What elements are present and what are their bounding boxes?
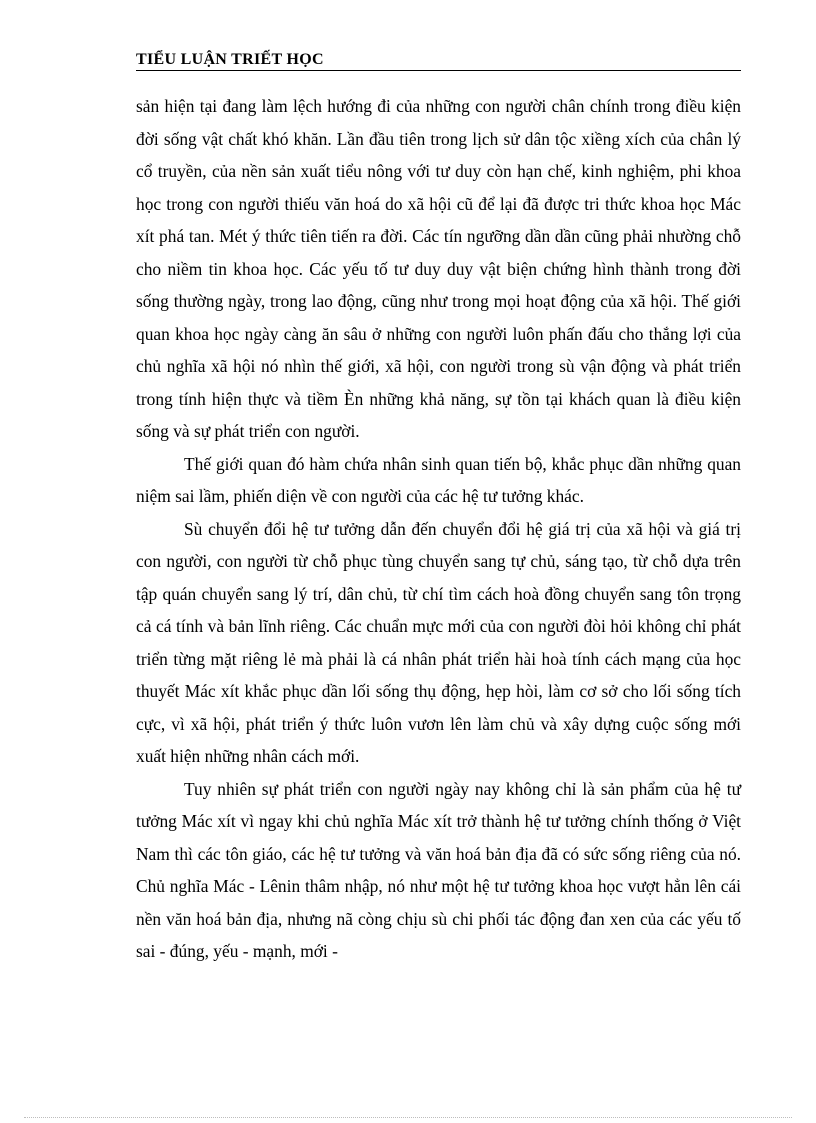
paragraph: Tuy nhiên sự phát triển con người ngày nay không chỉ là sản phẩm của hệ tư tưởng Mác xít vì ngay khi chủ nghĩa Mác xít trở thành hệ tư tưởng chính thống ở Việt Nam thì các tôn giáo, các hệ tư tưởng và văn hoá bản địa đã có sức sống riêng của nó. Chủ nghĩa Mác - Lênin thâm nhập, nó như một hệ tư tưởng khoa học vượt hẳn lên cái nền văn hoá bản địa, nhưng nã còng chịu sù chi phối tác động đan xen của các yếu tố sai - đúng, yếu - mạnh, mới - xyxy=(136,778,741,961)
header-divider xyxy=(136,70,741,71)
paragraph: Sù chuyển đổi hệ tư tưởng dẫn đến chuyển đổi hệ giá trị của xã hội và giá trị con người, con người từ chỗ phục tùng chuyển sang tự chủ, sáng tạo, từ chỗ dựa trên tập quán chuyển sang lý trí, dân chủ, từ chí tìm cách hoà đồng chuyển sang tôn trọng cả cá tính và bản lĩnh riêng. Các chuẩn mực mới của con người đòi hỏi không chỉ phát triển từng mặt riêng lẻ mà phải là cá nhân phát triển hài hoà tính cách mạng của học thuyết Mác xít khắc phục dần lối sống thụ động, hẹp hòi, làm cơ sở cho lối sống tích cực, vì xã hội, phát triển ý thức luôn vươn lên làm chủ và xây dựng cuộc sống mới xuất hiện những nhân cách mới. xyxy=(136,518,741,766)
document-body xyxy=(136,90,741,968)
page-header-title: TIỂU LUẬN TRIẾT HỌC xyxy=(136,51,324,68)
paragraph: sản hiện tại đang làm lệch hướng đi của những con người chân chính trong điều kiện đời sống vật chất khó khăn. Lần đầu tiên trong lịch sử dân tộc xiềng xích của chân lý cổ truyền, của nền sản xuất tiểu nông với tư duy còn hạn chế, kinh nghiệm, phi khoa học trong con người thiếu văn hoá do xã hội cũ để lại đã được tri thức khoa học Mác xít phá tan. Mét ý thức tiên tiến ra đời. Các tín ngưỡng dần dần cũng phải nhường chỗ cho niềm tin khoa học. Các yếu tố tư duy duy vật biện chứng hình thành trong đời sống thường ngày, trong lao động, cũng như trong mọi hoạt động của xã hội. Thế giới quan khoa học ngày càng ăn sâu ở những con người luôn phấn đấu cho thắng lợi của chủ nghĩa xã hội nó nhìn thế giới, xã hội, con người trong sù vận động và phát triển trong tính hiện thực và tiềm Èn những khả năng, sự tồn tại khách quan là điều kiện sống và sự phát triển con người. xyxy=(136,96,741,441)
page-bottom-divider xyxy=(24,1117,792,1118)
paragraph: Thế giới quan đó hàm chứa nhân sinh quan tiến bộ, khắc phục dần những quan niệm sai lầm, phiến diện về con người của các hệ tư tưởng khác. xyxy=(136,453,741,506)
